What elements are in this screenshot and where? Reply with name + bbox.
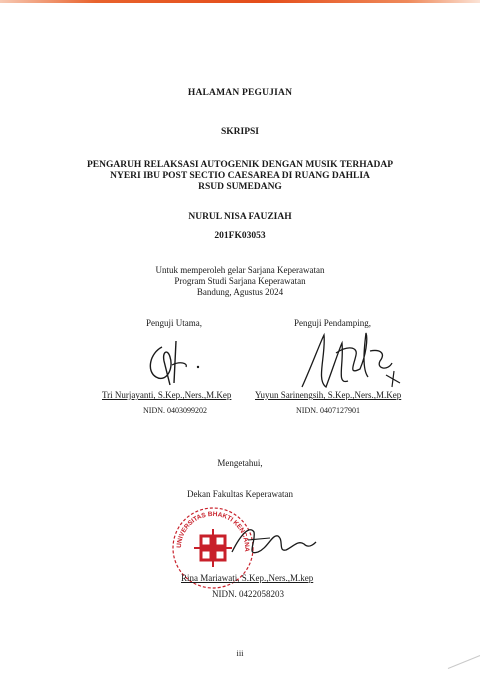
dean-signature <box>228 522 318 562</box>
page-number: iii <box>236 648 244 658</box>
purpose-line: Program Studi Sarjana Keperawatan <box>174 276 306 286</box>
purpose-line: Bandung, Agustus 2024 <box>196 287 284 297</box>
primary-examiner-signature <box>140 335 210 390</box>
primary-examiner-nidn: NIDN. 0403099202 <box>143 406 207 415</box>
purpose-line: Untuk memperoleh gelar Sarjana Keperawatan <box>155 265 325 275</box>
svg-text:UNIVERSITAS BHAKTI KENCANA: UNIVERSITAS BHAKTI KENCANA <box>175 510 251 552</box>
author-name: NURUL NISA FAUZIAH <box>188 212 292 222</box>
primary-examiner-name: Tri Nurjayanti, S.Kep.,Ners.,M.Kep <box>102 390 232 400</box>
dean-nidn: NIDN. 0422058203 <box>212 589 284 599</box>
top-edge-bar <box>0 0 480 3</box>
document-type: SKRIPSI <box>220 127 259 137</box>
secondary-examiner-name: Yuyun Sarinengsih, S.Kep.,Ners.,M.Kep <box>255 390 402 400</box>
approval-label: Mengetahui, <box>217 458 263 468</box>
secondary-examiner-nidn: NIDN. 0407127901 <box>296 406 360 415</box>
thesis-title-line: PENGARUH RELAKSASI AUTOGENIK DENGAN MUSIK TERHADAP <box>86 160 394 170</box>
purpose-statement <box>0 265 480 298</box>
approval-position: Dekan Fakultas Keperawatan <box>187 489 293 499</box>
thesis-title <box>0 160 480 193</box>
page-heading: HALAMAN PEGUJIAN <box>187 88 293 98</box>
dean-name: Rina Mariawati, S.Kep.,Ners.,M.kep <box>181 573 314 583</box>
secondary-examiner-role: Penguji Pendamping, <box>294 318 371 328</box>
thesis-title-line: RSUD SUMEDANG <box>198 182 282 192</box>
student-id: 201FK03053 <box>214 231 266 241</box>
primary-examiner-role: Penguji Utama, <box>146 318 202 328</box>
thesis-title-line: NYERI IBU POST SECTIO CAESAREA DI RUANG DAHLIA <box>110 171 370 181</box>
secondary-examiner-signature <box>296 325 406 400</box>
